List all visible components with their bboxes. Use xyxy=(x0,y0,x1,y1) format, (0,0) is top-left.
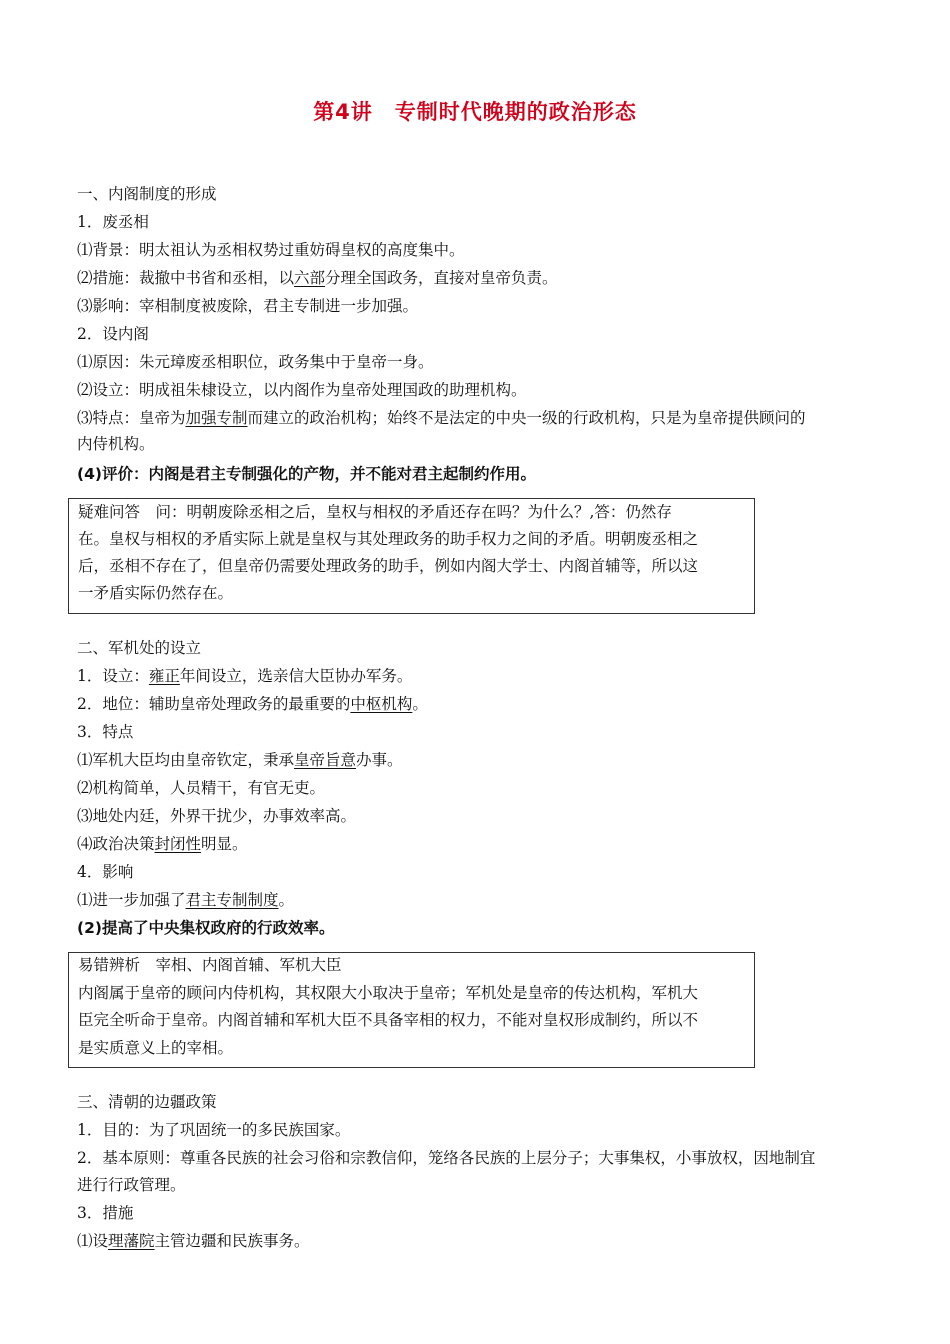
section-heading-cabinet: 一、内阁制度的形成 xyxy=(77,185,217,203)
item-gc-influence: 4．影响 xyxy=(77,863,134,881)
item-fp-measures: 3．措施 xyxy=(77,1204,134,1222)
item-impact: ⑶影响：宰相制度被废除，君主专制进一步加强。 xyxy=(77,297,419,315)
section-heading-grand-council: 二、军机处的设立 xyxy=(77,639,202,657)
item-fp-principle: 2．基本原则：尊重各民族的社会习俗和宗教信仰，笼络各民族的上层分子；大事集权，小事放权，因地制宜 xyxy=(77,1149,816,1167)
item-gc-influence-2: (2)提高了中央集权政府的行政效率。 xyxy=(77,919,335,937)
item-gc-status: 2．地位：辅助皇帝处理政务的最重要的中枢机构。 xyxy=(77,695,428,713)
item-gc-feature-1: ⑴军机大臣均由皇帝钦定，秉承皇帝旨意办事。 xyxy=(77,751,403,769)
item-set-cabinet: 2．设内阁 xyxy=(77,325,149,343)
item-abolish-chancellor: 1．废丞相 xyxy=(77,213,149,231)
item-establishment: ⑵设立：明成祖朱棣设立，以内阁作为皇帝处理国政的助理机构。 xyxy=(77,381,527,399)
item-reason: ⑴原因：朱元璋废丞相职位，政务集中于皇帝一身。 xyxy=(77,353,434,371)
keyword-strengthen-autocracy: 加强专制 xyxy=(185,409,248,427)
item-gc-feature-4: ⑷政治决策封闭性明显。 xyxy=(77,835,248,853)
section-heading-frontier-policy: 三、清朝的边疆政策 xyxy=(77,1093,217,1111)
item-fp-principle-cont: 进行行政管理。 xyxy=(77,1176,186,1194)
keyword-monarchy-system: 君主专制制度 xyxy=(185,891,279,909)
error-line-2: 内阁属于皇帝的顾问内侍机构，其权限大小取决于皇帝；军机处是皇帝的传达机构，军机大 xyxy=(78,984,699,1002)
item-gc-feature-3: ⑶地处内廷，外界干扰少，办事效率高。 xyxy=(77,807,357,825)
item-features-cont: 内侍机构。 xyxy=(77,435,155,453)
keyword-lifanyuan: 理藩院 xyxy=(108,1232,155,1250)
qa-line-1: 疑难问答 问：明朝废除丞相之后，皇权与相权的矛盾还存在吗？为什么？,答：仍然存 xyxy=(78,503,672,521)
keyword-emperor-will: 皇帝旨意 xyxy=(294,751,357,769)
error-line-4: 是实质意义上的宰相。 xyxy=(78,1039,234,1057)
item-gc-influence-1: ⑴进一步加强了君主专制制度。 xyxy=(77,891,295,909)
qa-line-3: 后，丞相不存在了，但皇帝仍需要处理政务的助手，例如内阁大学士、内阁首辅等，所以这 xyxy=(78,557,699,575)
qa-line-4: 一矛盾实际仍然存在。 xyxy=(78,584,234,602)
qa-line-2: 在。皇权与相权的矛盾实际上就是皇权与其处理政务的助手权力之间的矛盾。明朝废丞相之 xyxy=(78,530,699,548)
keyword-closedness: 封闭性 xyxy=(154,835,202,853)
item-gc-establishment: 1．设立：雍正年间设立，选亲信大臣协办军务。 xyxy=(77,667,413,685)
item-gc-features: 3．特点 xyxy=(77,723,134,741)
keyword-yongzheng: 雍正 xyxy=(148,667,180,685)
error-line-1: 易错辨析 宰相、内阁首辅、军机大臣 xyxy=(78,956,342,974)
item-background: ⑴背景：明太祖认为丞相权势过重妨碍皇权的高度集中。 xyxy=(77,241,465,259)
page-title: 第4讲 专制时代晚期的政治形态 xyxy=(313,100,637,124)
item-fp-purpose: 1．目的：为了巩固统一的多民族国家。 xyxy=(77,1121,351,1139)
keyword-six-ministries: 六部 xyxy=(294,269,326,287)
keyword-central-hub: 中枢机构 xyxy=(350,695,413,713)
item-gc-feature-2: ⑵机构简单，人员精干，有官无吏。 xyxy=(77,779,326,797)
item-features: ⑶特点：皇帝为加强专制而建立的政治机构；始终不是法定的中央一级的行政机构，只是为皇帝提供顾问的 xyxy=(77,409,806,427)
item-measures: ⑵措施：裁撤中书省和丞相，以六部分理全国政务，直接对皇帝负责。 xyxy=(77,269,558,287)
item-fp-measure-1: ⑴设理藩院主管边疆和民族事务。 xyxy=(77,1232,310,1250)
error-line-3: 臣完全听命于皇帝。内阁首辅和军机大臣不具备宰相的权力，不能对皇权形成制约，所以不 xyxy=(78,1011,699,1029)
item-evaluation: (4)评价：内阁是君主专制强化的产物，并不能对君主起制约作用。 xyxy=(77,465,536,483)
